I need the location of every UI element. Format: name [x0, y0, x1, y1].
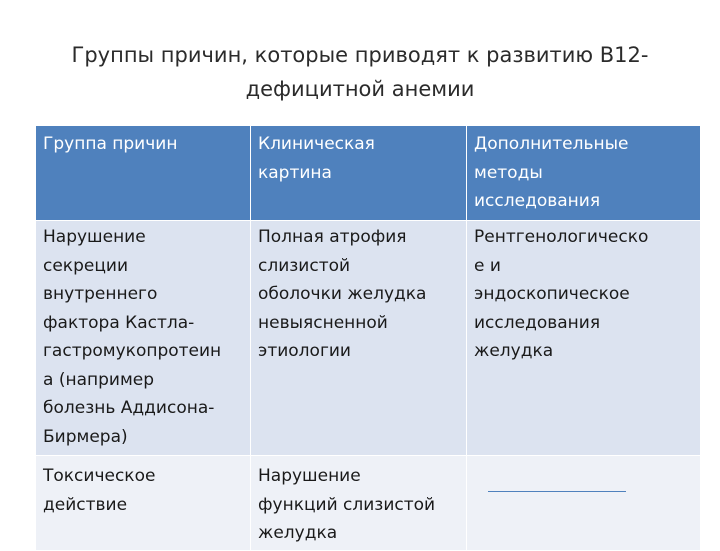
table-row	[36, 456, 700, 551]
empty-dash-line	[488, 491, 626, 492]
header-additional-methods	[467, 126, 701, 221]
cell-text: Нарушение секреции внутреннего фактора Кастла- гастромукопротеин а (например болезнь Аддисона- Бирмера)	[43, 227, 222, 447]
slide-title	[0, 38, 720, 106]
table-cell-cause	[36, 221, 251, 456]
table-header-row	[36, 126, 700, 221]
causes-table	[36, 126, 700, 551]
header-cause-group-text: Группа причин	[43, 134, 178, 154]
title-line-2: дефицитной анемии	[245, 77, 475, 101]
header-clinical-picture	[251, 126, 467, 221]
table-cell-cause	[36, 456, 251, 551]
table-cell-methods	[467, 456, 701, 551]
table-cell-clinical	[251, 456, 467, 551]
cell-text: Нарушение функций слизистой желудка	[258, 466, 436, 543]
header-additional-methods-text: Дополнительные методы исследования	[474, 134, 629, 211]
table-cell-methods	[467, 221, 701, 456]
title-line-1: Группы причин, которые приводят к развитию В12-	[71, 43, 649, 67]
table-cell-clinical	[251, 221, 467, 456]
table-row	[36, 221, 700, 456]
header-clinical-picture-text: Клиническая картина	[258, 134, 375, 183]
cell-text: Токсическое действие	[43, 466, 156, 515]
cell-text: Рентгенологическо е и эндоскопическое исследования желудка	[474, 227, 649, 361]
header-cause-group	[36, 126, 251, 221]
cell-text: Полная атрофия слизистой оболочки желудка невыясненной этиологии	[258, 227, 427, 361]
